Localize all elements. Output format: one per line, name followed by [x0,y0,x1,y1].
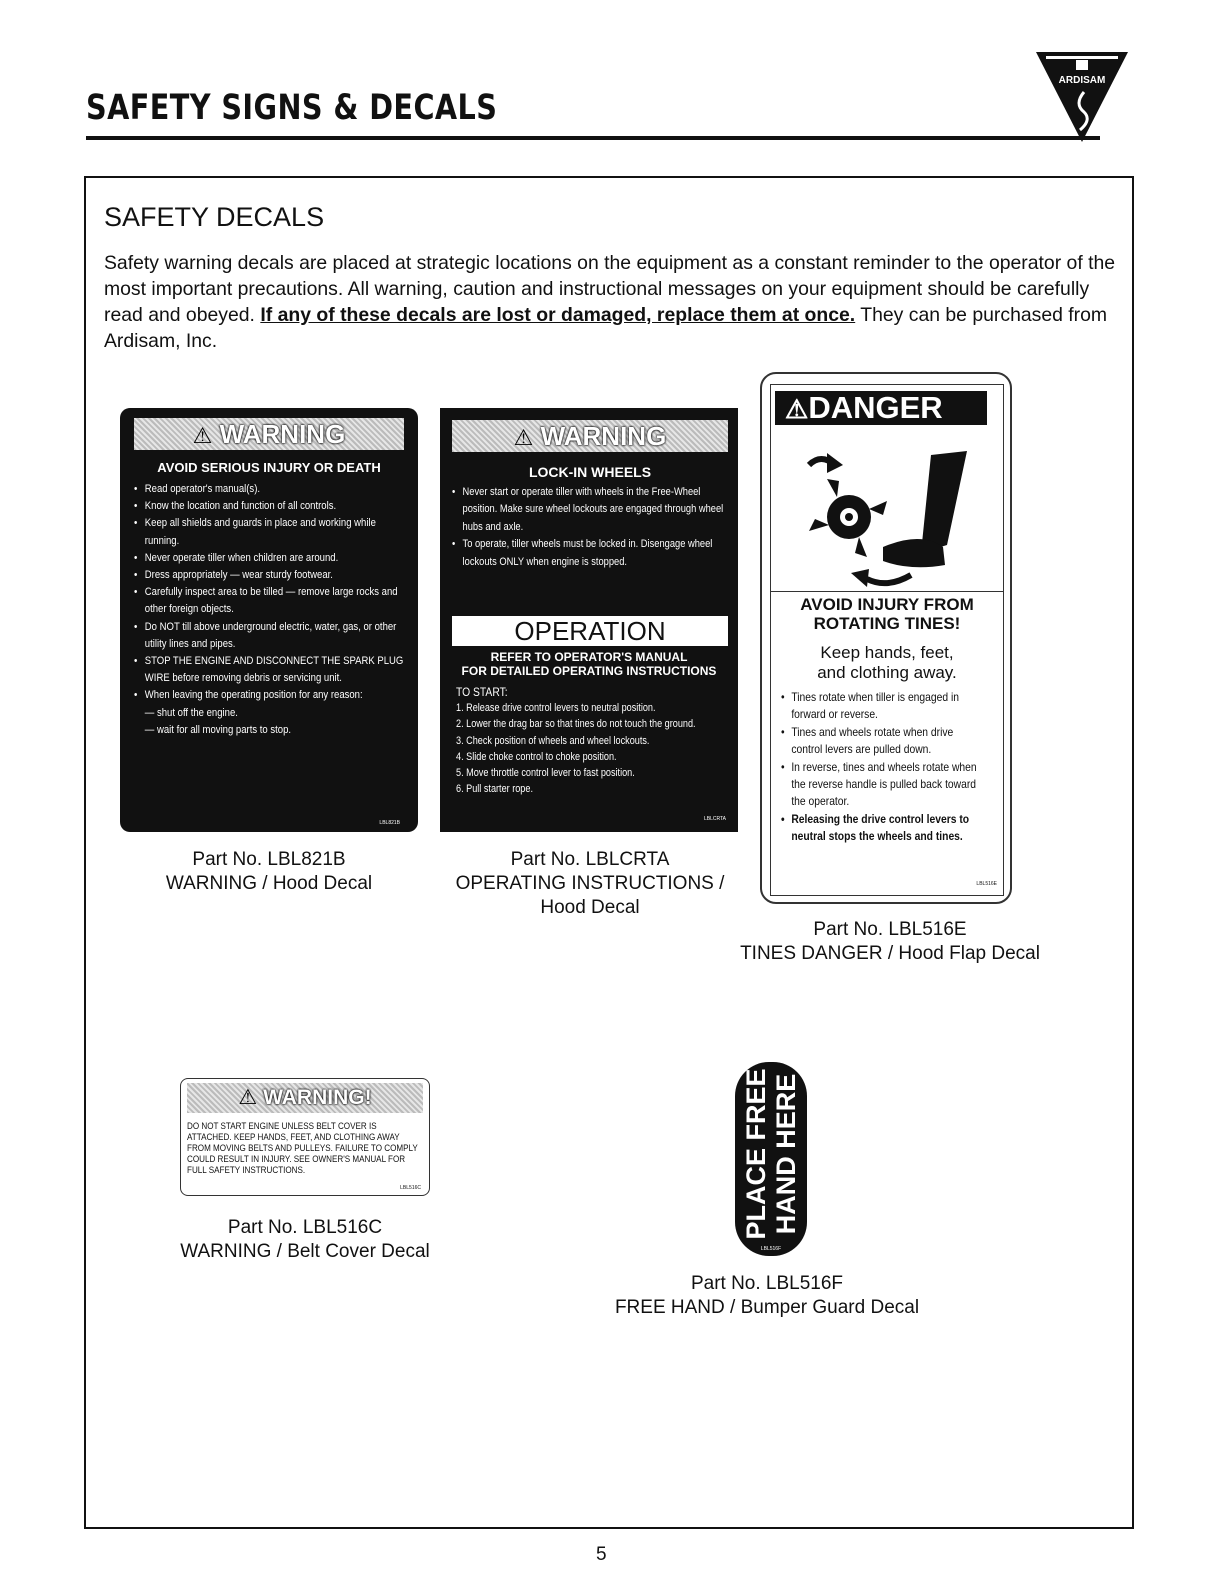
decal-subtitle: AVOID SERIOUS INJURY OR DEATH [157,460,381,475]
decal-lbl821b [120,408,418,832]
sub-list [134,705,377,739]
list-item: • Tines and wheels rotate when drive control levers are pulled down. [781,724,981,759]
list-item: • Keep all shields and guards in place and working while running. [134,515,404,549]
caption-lbl516f [590,1272,944,1320]
list-item: • In reverse, tines and wheels rotate when the reverse handle is pulled back toward the operator. [781,759,981,811]
part-number: Part No. LBL516E [813,919,967,940]
list-item: • When leaving the operating position for any reason: [134,687,404,704]
decal-code: LBL516E [976,881,997,887]
decal-code: LBL821B [379,820,400,826]
part-number: Part No. LBL821B [192,849,346,870]
list-item-bold: • Releasing the drive control levers to neutral stops the wheels and tines. [781,811,981,846]
intro-text-end: They can be purchased from Ardisam, Inc. [104,304,1108,352]
decal-subtitle: LOCK-IN WHEELS [528,464,652,480]
warning-triangle-icon: ⚠ [238,1086,258,1109]
decal-description-2: Hood Decal [540,897,640,918]
danger-divider [771,591,1003,592]
list-item: • Dress appropriately — wear sturdy footwear. [134,567,404,584]
decal-description: OPERATING INSTRUCTIONS / [455,873,725,894]
danger-list [781,689,981,846]
part-number: Part No. LBLCRTA [510,849,670,870]
page-header-title: SAFETY SIGNS & DECALS [86,88,498,128]
refer-heading: REFER TO OPERATOR'S MANUAL FOR DETAILED OPERATING INSTRUCTIONS [461,650,717,678]
list-item: • To operate, tiller wheels must be locked in. Disengage wheel lockouts ONLY when engine is stopped. [452,536,727,571]
list-item: • STOP THE ENGINE AND DISCONNECT THE SPARK PLUG WIRE before removing debris or servicing unit. [134,653,404,687]
decal-lblcrta [440,408,738,832]
intro-emphasis: If any of these decals are lost or damaged, replace them at once. [260,304,856,326]
to-start-label: TO START: [456,685,508,699]
warning-list [134,481,404,705]
step-item: 1. Release drive control levers to neutral position. [456,702,656,715]
logo-text: ARDISAM [1058,75,1106,86]
warning-banner: ⚠ WARNING [134,418,404,450]
warning-triangle-icon: ⚠ [785,394,809,424]
decal-lbl516e [760,372,1012,904]
warning-banner: ⚠ WARNING [452,420,728,452]
decal-code: LBL516F [760,1246,782,1252]
list-item: • Never operate tiller when children are around. [134,550,404,567]
sub-item: — shut off the engine. [144,706,238,719]
list-item: • Read operator's manual(s). [134,481,404,498]
decal-description: WARNING / Hood Decal [165,873,373,894]
danger-heading: AVOID INJURY FROM ROTATING TINES! [800,595,974,633]
warning-banner: ⚠ WARNING! [187,1083,423,1113]
caption-lbl821b [120,848,418,896]
step-item: 5. Move throttle control lever to fast position. [456,767,635,780]
sub-item: — wait for all moving parts to stop. [144,723,292,736]
step-item: 2. Lower the drag bar so that tines do not touch the ground. [456,718,696,731]
part-number: Part No. LBL516F [690,1273,844,1294]
list-item: • Tines rotate when tiller is engaged in forward or reverse. [781,689,981,724]
caption-lbl516c [150,1216,460,1264]
caption-lblcrta [420,848,760,920]
decal-lbl516f [735,1062,807,1256]
decal-code: LBLCRTA [703,816,726,822]
caption-lbl516e [700,918,1080,966]
lock-in-list [452,484,727,571]
intro-text: Safety warning decals are placed at strategic locations on the equipment as a constant reminder to the operator of the most important precautions. All warning, caution and instructional messages on your equipment should be carefully read and obeyed. [104,252,1116,326]
rotating-tines-hand-icon [771,435,1003,595]
list-item: • Carefully inspect area to be tilled — remove large rocks and other foreign objects. [134,584,404,618]
decal-description: WARNING / Belt Cover Decal [180,1241,430,1262]
warning-triangle-icon: ⚠ [513,425,534,450]
belt-warning-text: DO NOT START ENGINE UNLESS BELT COVER IS ATTACHED. KEEP HANDS, FEET, AND CLOTHING AWAY FROM MOVING BELTS AND PULLEYS. FAILURE TO COMPLY COULD RESULT IN INJURY. SEE OWNER'S MANUAL FOR FULL SAFETY INSTRUCTIONS. [187,1121,418,1175]
list-item: • Never start or operate tiller with wheels in the Free-Wheel position. Make sure wheel lockouts are engaged through wheel hubs and axle. [452,484,727,536]
decal-lbl516c [180,1078,430,1196]
list-item: • Know the location and function of all controls. [134,498,404,515]
danger-inner [770,384,1004,896]
keep-away-text: Keep hands, feet, and clothing away. [817,643,957,682]
decal-description: TINES DANGER / Hood Flap Decal [740,943,1040,964]
decal-description: FREE HAND / Bumper Guard Decal [614,1297,920,1318]
ardisam-logo [1036,48,1128,144]
list-item: • Do NOT till above underground electric, water, gas, or other utility lines and pipes. [134,619,404,653]
step-item: 4. Slide choke control to choke position. [456,750,617,763]
intro-paragraph [104,250,1124,354]
warning-triangle-icon: ⚠ [192,423,213,448]
header-rule [86,136,1100,140]
free-hand-text: PLACE FREE HAND HERE [741,1068,801,1240]
step-item: 6. Pull starter rope. [456,783,533,796]
decal-code: LBL516C [400,1185,421,1191]
operation-banner: OPERATION [452,616,728,646]
page-number: 5 [596,1544,607,1565]
section-title: SAFETY DECALS [104,202,325,232]
part-number: Part No. LBL516C [227,1217,383,1238]
step-item: 3. Check position of wheels and wheel lockouts. [456,734,650,747]
danger-banner: ⚠DANGER [775,391,987,425]
steps-block [456,684,714,797]
